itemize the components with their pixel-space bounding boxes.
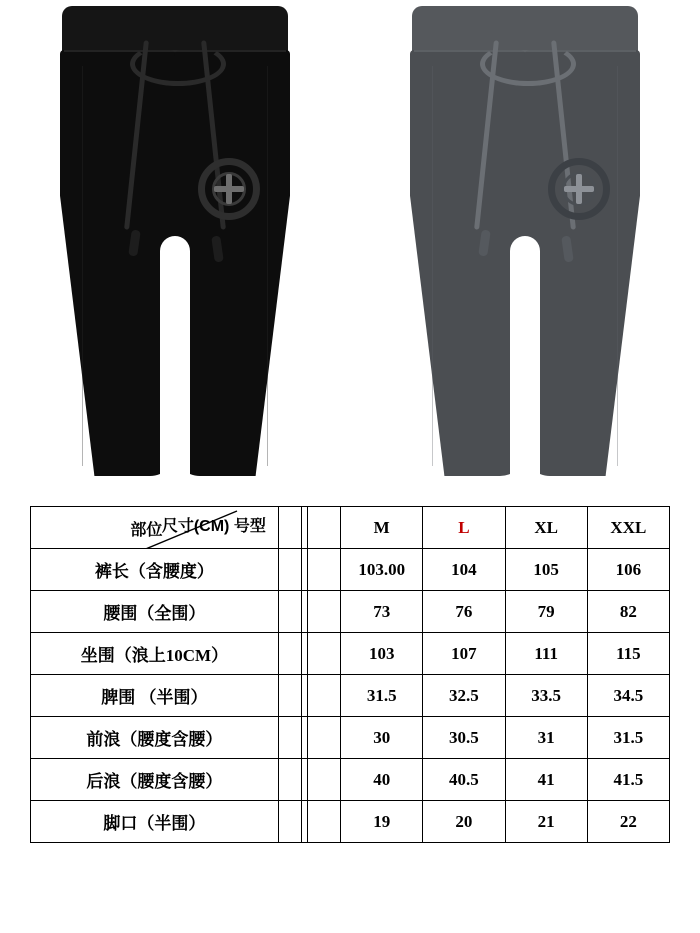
double-rule-divider	[301, 591, 308, 632]
measurement-value: 106	[587, 549, 669, 591]
drawcord	[450, 40, 600, 270]
measurement-value: 30.5	[423, 717, 505, 759]
size-column-header-xl: XL	[505, 507, 587, 549]
measurement-value: 105	[505, 549, 587, 591]
measurement-value: 103.00	[341, 549, 423, 591]
size-chart-corner-header	[31, 507, 279, 549]
double-rule-divider	[301, 801, 308, 842]
measurement-label: 裤长（含腰度）	[31, 549, 279, 591]
pants-illustration-grey	[406, 6, 644, 476]
table-row	[31, 801, 670, 843]
size-chart-table	[30, 506, 670, 843]
measurement-label: 后浪（腰度含腰）	[31, 759, 279, 801]
size-column-header-l: L	[423, 507, 505, 549]
side-seam-right	[267, 66, 268, 466]
drawcord-aglet-left	[478, 230, 491, 257]
double-rule-divider	[301, 759, 308, 800]
measurement-value: 40	[341, 759, 423, 801]
measurement-label: 前浪（腰度含腰）	[31, 717, 279, 759]
measurement-value: 21	[505, 801, 587, 843]
crotch-gap	[510, 236, 540, 486]
cross-crest-patch-icon	[548, 158, 610, 220]
measurement-value: 76	[423, 591, 505, 633]
size-column-header-xxl: XXL	[587, 507, 669, 549]
measurement-value: 33.5	[505, 675, 587, 717]
measurement-value: 31.5	[341, 675, 423, 717]
size-chart	[30, 506, 670, 843]
row-spacer-cell	[278, 717, 340, 759]
double-rule-divider	[301, 675, 308, 716]
measurement-label: 脾围 （半围）	[31, 675, 279, 717]
side-seam-left	[432, 66, 433, 466]
size-chart-header-bottom-label: 部位	[130, 522, 163, 539]
double-rule-divider	[301, 717, 308, 758]
measurement-value: 31	[505, 717, 587, 759]
measurement-label: 坐围（浪上10CM）	[31, 633, 279, 675]
measurement-value: 31.5	[587, 717, 669, 759]
double-rule-divider	[301, 507, 308, 548]
row-spacer-cell	[278, 801, 340, 843]
side-seam-left	[82, 66, 83, 466]
double-rule-divider	[301, 549, 308, 590]
size-chart-spacer-column	[278, 507, 340, 549]
drawcord	[100, 40, 250, 270]
product-photo-grey[interactable]	[350, 0, 700, 490]
measurement-value: 73	[341, 591, 423, 633]
measurement-value: 79	[505, 591, 587, 633]
pants-illustration-black	[56, 6, 294, 476]
table-row	[31, 549, 670, 591]
measurement-value: 30	[341, 717, 423, 759]
row-spacer-cell	[278, 591, 340, 633]
drawcord-aglet-left	[128, 230, 141, 257]
double-rule-divider	[301, 633, 308, 674]
measurement-value: 115	[587, 633, 669, 675]
crotch-gap	[160, 236, 190, 486]
drawcord-aglet-right	[561, 236, 574, 263]
table-row	[31, 717, 670, 759]
measurement-value: 41	[505, 759, 587, 801]
measurement-value: 32.5	[423, 675, 505, 717]
measurement-value: 22	[587, 801, 669, 843]
measurement-value: 103	[341, 633, 423, 675]
measurement-value: 41.5	[587, 759, 669, 801]
row-spacer-cell	[278, 633, 340, 675]
product-photo-black[interactable]	[0, 0, 350, 490]
row-spacer-cell	[278, 675, 340, 717]
table-row	[31, 675, 670, 717]
measurement-label: 脚口（半围）	[31, 801, 279, 843]
drawcord-aglet-right	[211, 236, 224, 263]
table-row	[31, 591, 670, 633]
measurement-value: 111	[505, 633, 587, 675]
measurement-value: 19	[341, 801, 423, 843]
measurement-label: 腰围（全围）	[31, 591, 279, 633]
side-seam-right	[617, 66, 618, 466]
measurement-value: 40.5	[423, 759, 505, 801]
table-row	[31, 633, 670, 675]
measurement-value: 107	[423, 633, 505, 675]
size-chart-header-top-label: 尺寸(CM) 号型	[161, 518, 266, 535]
measurement-value: 20	[423, 801, 505, 843]
measurement-value: 82	[587, 591, 669, 633]
row-spacer-cell	[278, 759, 340, 801]
table-row	[31, 759, 670, 801]
measurement-value: 34.5	[587, 675, 669, 717]
row-spacer-cell	[278, 549, 340, 591]
measurement-value: 104	[423, 549, 505, 591]
cross-crest-patch-icon	[198, 158, 260, 220]
size-column-header-m: M	[341, 507, 423, 549]
